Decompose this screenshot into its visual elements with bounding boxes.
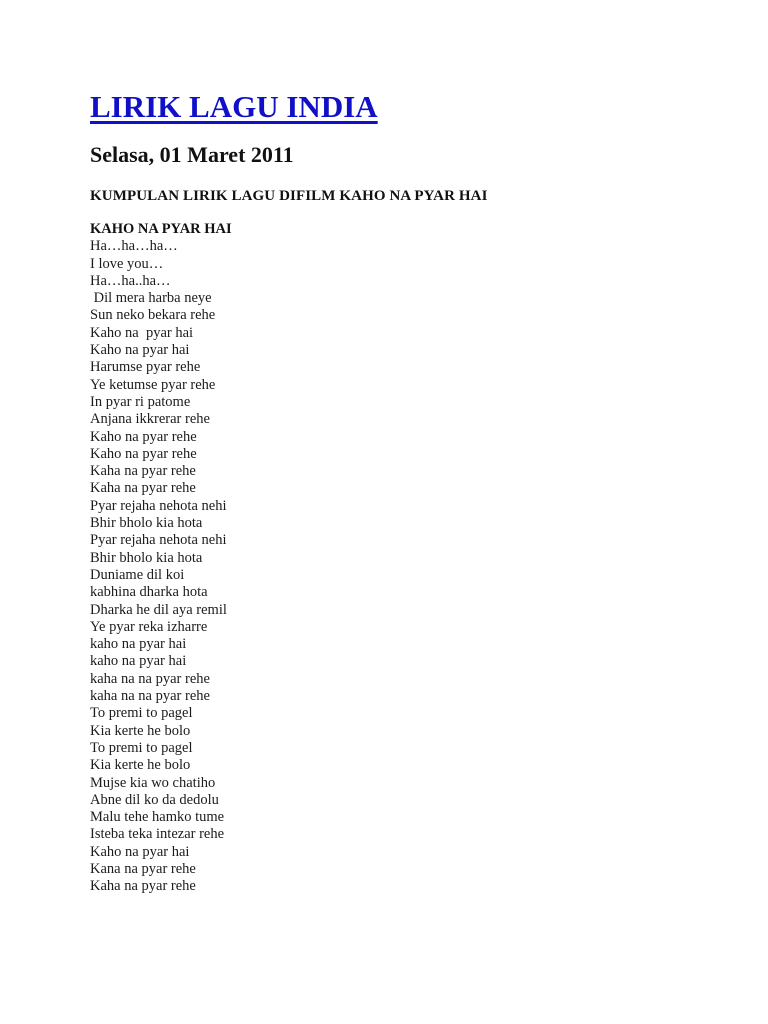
song-title: KAHO NA PYAR HAI: [90, 221, 232, 237]
lyric-line: Kaha na pyar rehe: [90, 480, 196, 497]
lyric-line: Kia kerte he bolo: [90, 722, 191, 739]
lyric-line: Ye ketumse pyar rehe: [90, 376, 216, 393]
lyric-line: Abne dil ko da dedolu: [90, 791, 219, 808]
lyric-line: kaha na na pyar rehe: [90, 688, 210, 705]
lyric-line: Pyar rejaha nehota nehi: [90, 497, 227, 514]
post-title: KUMPULAN LIRIK LAGU DIFILM KAHO NA PYAR HAI: [90, 188, 488, 204]
lyric-line: Bhir bholo kia hota: [90, 515, 203, 532]
lyric-line: Dharka he dil aya remil: [90, 601, 227, 618]
lyric-line: Dil mera harba neye: [90, 290, 212, 307]
lyric-line: In pyar ri patome: [90, 393, 191, 410]
lyrics-list: [90, 238, 710, 895]
lyric-line: kaho na pyar hai: [90, 653, 187, 670]
blog-title-link[interactable]: LIRIK LAGU INDIA: [90, 89, 378, 124]
lyric-line: Kaho na pyar hai: [90, 843, 190, 860]
lyric-line: To premi to pagel: [90, 705, 193, 722]
lyric-line: Duniame dil koi: [90, 566, 185, 583]
document-page: [90, 88, 710, 896]
lyric-line: Ha…ha..ha…: [90, 272, 171, 289]
lyric-line: Kaho na pyar hai: [90, 342, 190, 359]
lyric-line: Pyar rejaha nehota nehi: [90, 532, 227, 549]
lyric-line: kaha na na pyar rehe: [90, 670, 210, 687]
lyric-line: Kia kerte he bolo: [90, 757, 191, 774]
lyric-line: Ha…ha…ha…: [90, 238, 178, 255]
lyric-line: kabhina dharka hota: [90, 584, 208, 601]
lyric-line: Kaho na pyar rehe: [90, 445, 197, 462]
lyric-line: Kana na pyar rehe: [90, 860, 196, 877]
lyric-line: Sun neko bekara rehe: [90, 307, 216, 324]
lyric-line: Isteba teka intezar rehe: [90, 826, 225, 843]
post-date: Selasa, 01 Maret 2011: [90, 142, 294, 167]
lyric-line: Kaho na pyar rehe: [90, 428, 197, 445]
lyric-line: Harumse pyar rehe: [90, 359, 201, 376]
lyric-line: Kaho na pyar hai: [90, 324, 194, 341]
lyric-line: Ye pyar reka izharre: [90, 618, 208, 635]
lyric-line: Kaha na pyar rehe: [90, 463, 196, 480]
lyric-line: Bhir bholo kia hota: [90, 549, 203, 566]
lyric-line: I love you…: [90, 255, 164, 272]
lyric-line: Kaha na pyar rehe: [90, 878, 196, 895]
lyric-line: Mujse kia wo chatiho: [90, 774, 216, 791]
lyric-line: To premi to pagel: [90, 739, 193, 756]
lyric-line: Malu tehe hamko tume: [90, 809, 225, 826]
lyric-line: kaho na pyar hai: [90, 636, 187, 653]
lyric-line: Anjana ikkrerar rehe: [90, 411, 210, 428]
